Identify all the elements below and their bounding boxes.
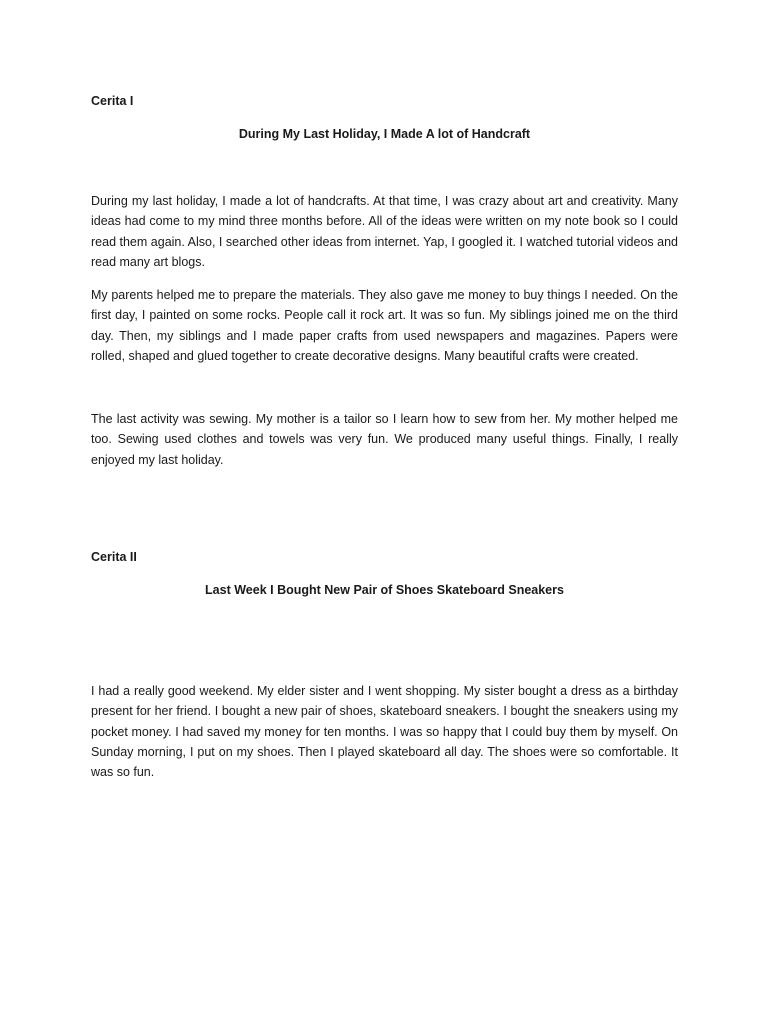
- story2-title: Last Week I Bought New Pair of Shoes Skateboard Sneakers: [205, 583, 564, 597]
- story1-paragraph-2: My parents helped me to prepare the materials. They also gave me money to buy things I needed. On the first day, I painted on some rocks. People call it rock art. It was so fun. My siblings joined me on the third day. Then, my siblings and I made paper crafts from used newspapers and magazines. Papers were rolled, shaped and glued together to create decorative designs. Many beautiful crafts were created.: [91, 288, 678, 363]
- story2-paragraph-1: I had a really good weekend. My elder sister and I went shopping. My sister bought a dress as a birthday present for her friend. I bought a new pair of shoes, skateboard sneakers. I bought the sneakers using my pocket money. I had saved my money for ten months. I was so happy that I could buy them by myself. On Sunday morning, I put on my shoes. Then I played skateboard all day. The shoes were so comfortable. It was so fun.: [91, 684, 678, 780]
- story1-paragraph-3: The last activity was sewing. My mother is a tailor so I learn how to sew from her. My mother helped me too. Sewing used clothes and towels was very fun. We produced many useful things. Finally, I really enjoyed my last holiday.: [91, 412, 678, 467]
- story1-title: During My Last Holiday, I Made A lot of Handcraft: [238, 127, 531, 141]
- story1-label: Cerita I: [91, 94, 134, 108]
- story2-label: Cerita II: [91, 550, 137, 564]
- story1-paragraph-1: During my last holiday, I made a lot of handcrafts. At that time, I was crazy about art and creativity. Many ideas had come to my mind three months before. All of the ideas were written on my note book so I could read them again. Also, I searched other ideas from internet. Yap, I googled it. I watched tutorial videos and read many art blogs.: [91, 194, 678, 269]
